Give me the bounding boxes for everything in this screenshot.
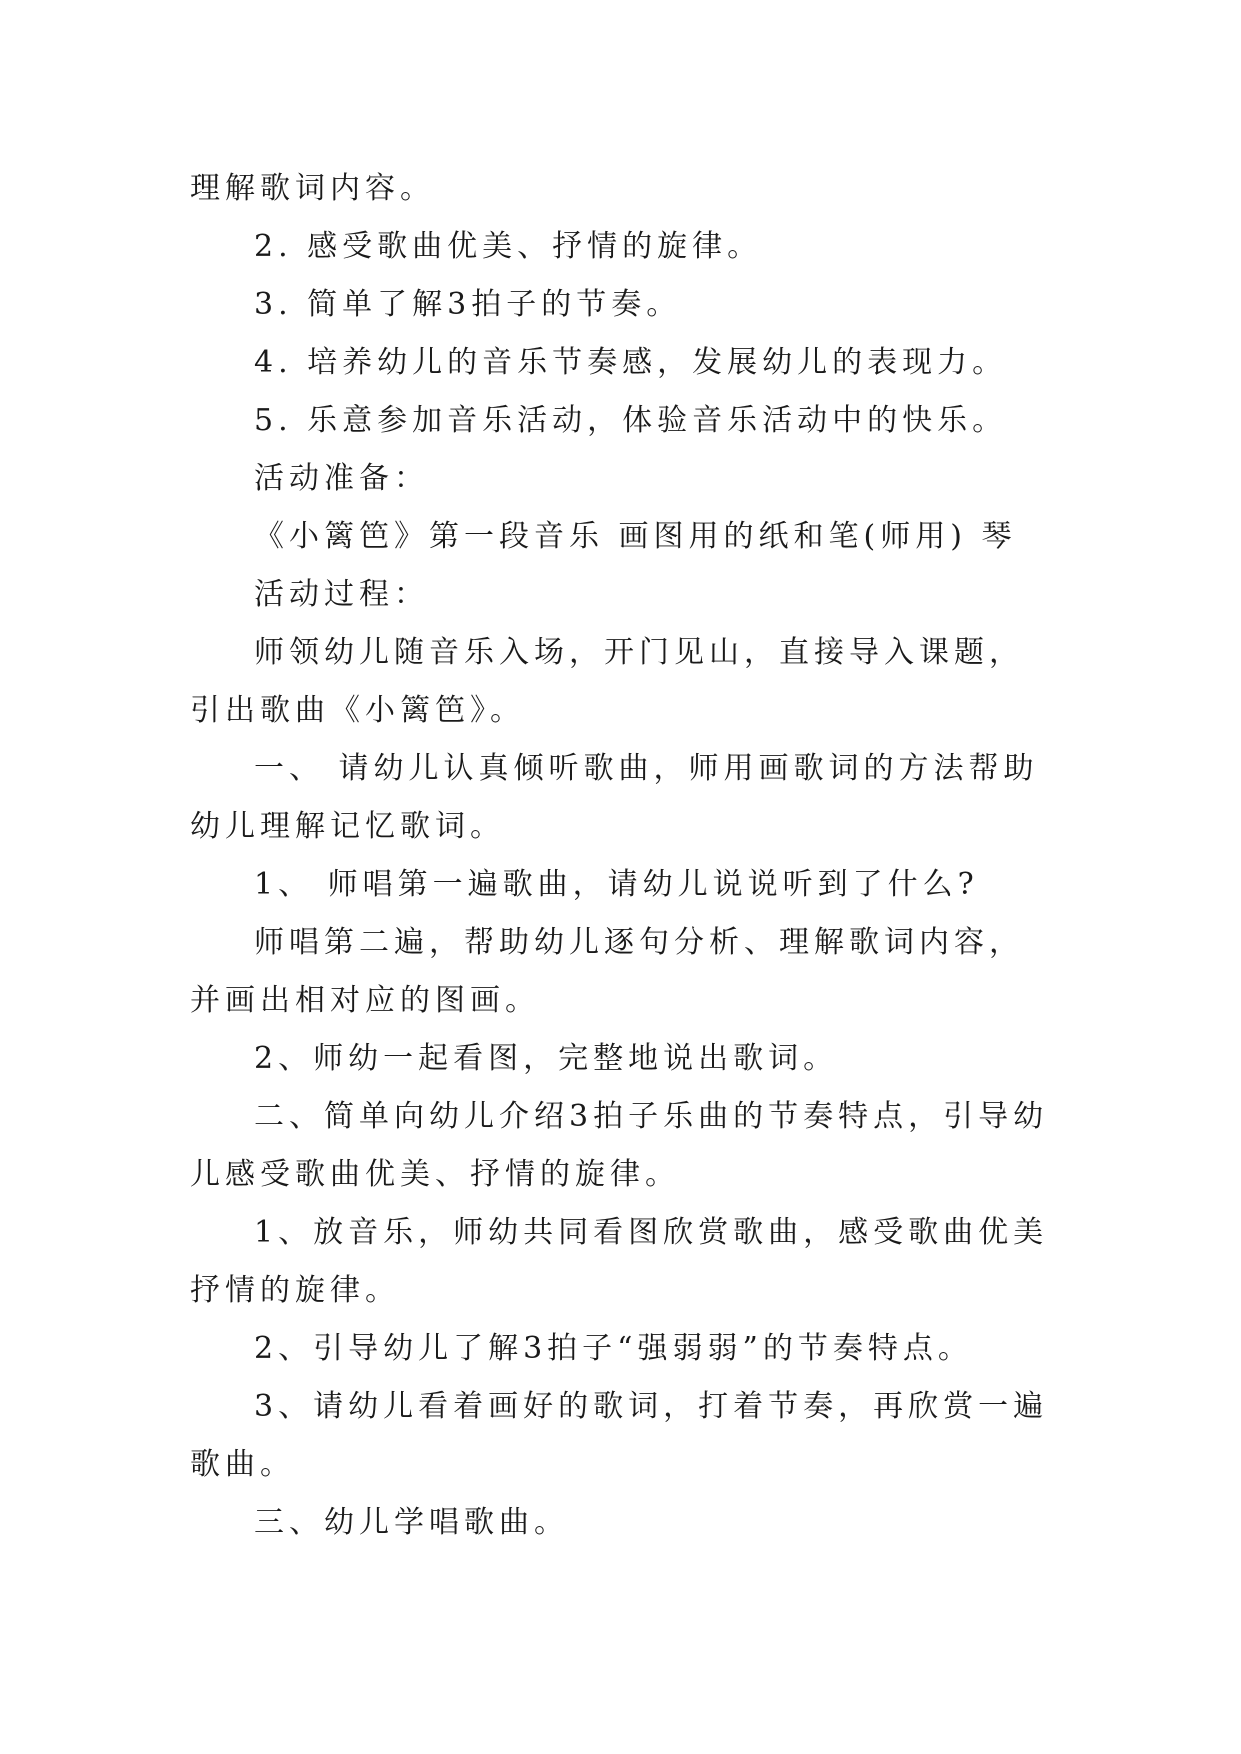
section-heading-preparation: 活动准备： [254,461,429,496]
document-body [190,160,1050,1552]
step-two-heading: 二、简单向幼儿介绍3拍子乐曲的节奏特点，引导幼儿感受歌曲优美、抒情的旋律。 [190,1099,1049,1192]
step-two-item-1: 1、放音乐，师幼共同看图欣赏歌曲，感受歌曲优美抒情的旋律。 [190,1215,1049,1308]
step-one-heading: 一、 请幼儿认真倾听歌曲，师用画歌词的方法帮助幼儿理解记忆歌词。 [190,751,1039,844]
step-one-item-1-detail: 师唱第二遍，帮助幼儿逐句分析、理解歌词内容，并画出相对应的图画。 [190,925,1024,1018]
section-heading-process: 活动过程： [254,577,429,612]
objective-3: 3. 简单了解3拍子的节奏。 [254,287,682,322]
paragraph-1: 理解歌词内容。 [190,171,435,206]
step-one-item-1: 1、 师唱第一遍歌曲，请幼儿说说听到了什么? [254,867,979,902]
objective-5: 5. 乐意参加音乐活动，体验音乐活动中的快乐。 [254,403,1008,438]
objective-2: 2. 感受歌曲优美、抒情的旋律。 [254,229,763,264]
step-one-item-2: 2、师幼一起看图，完整地说出歌词。 [254,1041,839,1076]
preparation-materials: 《小篱笆》第一段音乐 画图用的纸和笔(师用) 琴 [254,519,1017,554]
step-two-item-2: 2、引导幼儿了解3拍子“强弱弱”的节奏特点。 [254,1331,973,1366]
process-intro: 师领幼儿随音乐入场，开门见山，直接导入课题，引出歌曲《小篱笆》。 [190,635,1024,728]
step-three-heading: 三、幼儿学唱歌曲。 [254,1505,569,1540]
objective-4: 4. 培养幼儿的音乐节奏感，发展幼儿的表现力。 [254,345,1008,380]
step-two-item-3: 3、请幼儿看着画好的歌词，打着节奏，再欣赏一遍歌曲。 [190,1389,1049,1482]
